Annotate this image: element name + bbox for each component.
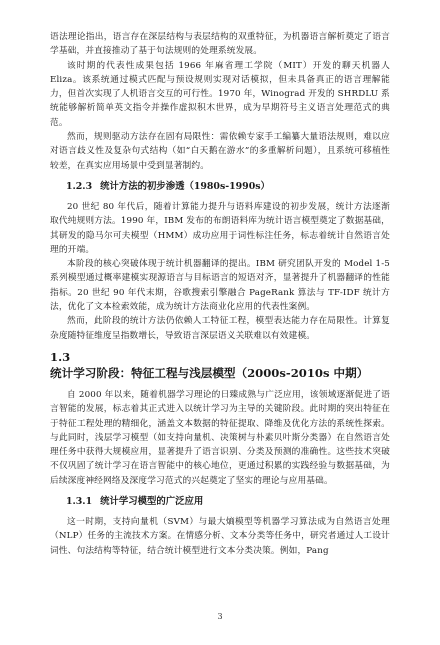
paragraph: 这一时期，支持向量机（SVM）与最大熵模型等机器学习算法成为自然语言处理（NLP）任务的主流技术方案。在情感分析、文本分类等任务中，研究者通过人工设计词性、句法结构等特征，结合统计模型进行文本分类决策。例如，Pang xyxy=(50,517,390,556)
paragraph: 20 世纪 80 年代后，随着计算能力提升与语料库建设的初步发展，统计方法逐渐取代纯规则方法。1990 年，IBM 发布的布朗语料库为统计语言模型奠定了数据基础，其研发的隐马尔可夫模型（HMM）成功应用于词性标注任务，标志着统计自然语言处理的开端。 xyxy=(50,201,390,255)
paragraph: 本阶段的核心突破体现于统计机器翻译的提出。IBM 研究团队开发的 Model 1-5 系列模型通过概率建模实现源语言与目标语言的短语对齐，显著提升了机器翻译的性能指标。20 世纪 90 年代末期，谷歌搜索引擎融合 PageRank 算法与 TF-IDF 统计方法，优化了文本检索效能，成为统计方法商业化应用的代表性案例。 xyxy=(50,259,390,313)
paragraph: 然而，规则驱动方法存在固有局限性：需依赖专家手工编纂大量语法规则，难以应对语言歧义性及复杂句式结构（如“白天鹅在游水”的多重解析问题），且系统可移植性较差，在真实应用场景中受到显著制约。 xyxy=(50,132,390,171)
paragraph: 语法理论指出，语言存在深层结构与表层结构的双重特征，为机器语言解析奠定了语言学基础，并直接推动了基于句法规则的处理系统发展。 xyxy=(50,32,390,57)
section-title: 统计学习模型的广泛应用 xyxy=(100,496,204,508)
section-title: 统计学习阶段：特征工程与浅层模型（2000s-2010s 中期） xyxy=(50,365,369,380)
section-heading-1-3-1 xyxy=(66,495,390,509)
section-number: 1.3 xyxy=(50,349,71,364)
paragraph: 自 2000 年以来，随着机器学习理论的日臻成熟与广泛应用，该领域逐渐促进了语言智能的发展，标志着其正式进入以统计学习为主导的关键阶段。此时期的突出特征在于特征工程处理的精细化，涵盖文本数据的特征提取、降维及优化方法的系统性探索。与此同时，浅层学习模型（如支持向量机、决策树与朴素贝叶斯分类器）在自然语言处理任务中获得大规模应用，显著提升了语言识别、分类及预测的准确性。这些技术突破不仅巩固了统计学习在语言智能中的核心地位，更通过积累的实践经验与数据基础，为后续深度神经网络及深度学习范式的兴起奠定了坚实的理论与应用基础。 xyxy=(50,389,390,486)
page-number: 3 xyxy=(217,612,223,621)
section-heading-1-3 xyxy=(50,349,390,381)
section-title: 统计方法的初步渗透（1980s-1990s） xyxy=(100,180,270,192)
section-number: 1.2.3 xyxy=(66,180,93,192)
paragraph: 该时期的代表性成果包括 1966 年麻省理工学院（MIT）开发的聊天机器人 Eliza。该系统通过模式匹配与预设规则实现对话模拟，但未具备真正的语言理解能力，但首次实现了人机语言交互的可行性。1970 年，Winograd 开发的 SHRDLU 系统能够解析简单英文指令并操作虚拟积木世界，成为早期符号主义语言处理范式的典范。 xyxy=(50,60,390,128)
paragraph: 然而，此阶段的统计方法仍依赖人工特征工程，模型表达能力存在局限性。计算复杂度随特征维度呈指数增长，导致语言深层语义关联难以有效建模。 xyxy=(50,316,390,341)
section-number: 1.3.1 xyxy=(66,496,93,508)
section-heading-1-2-3 xyxy=(66,180,390,194)
page-content xyxy=(50,30,390,558)
